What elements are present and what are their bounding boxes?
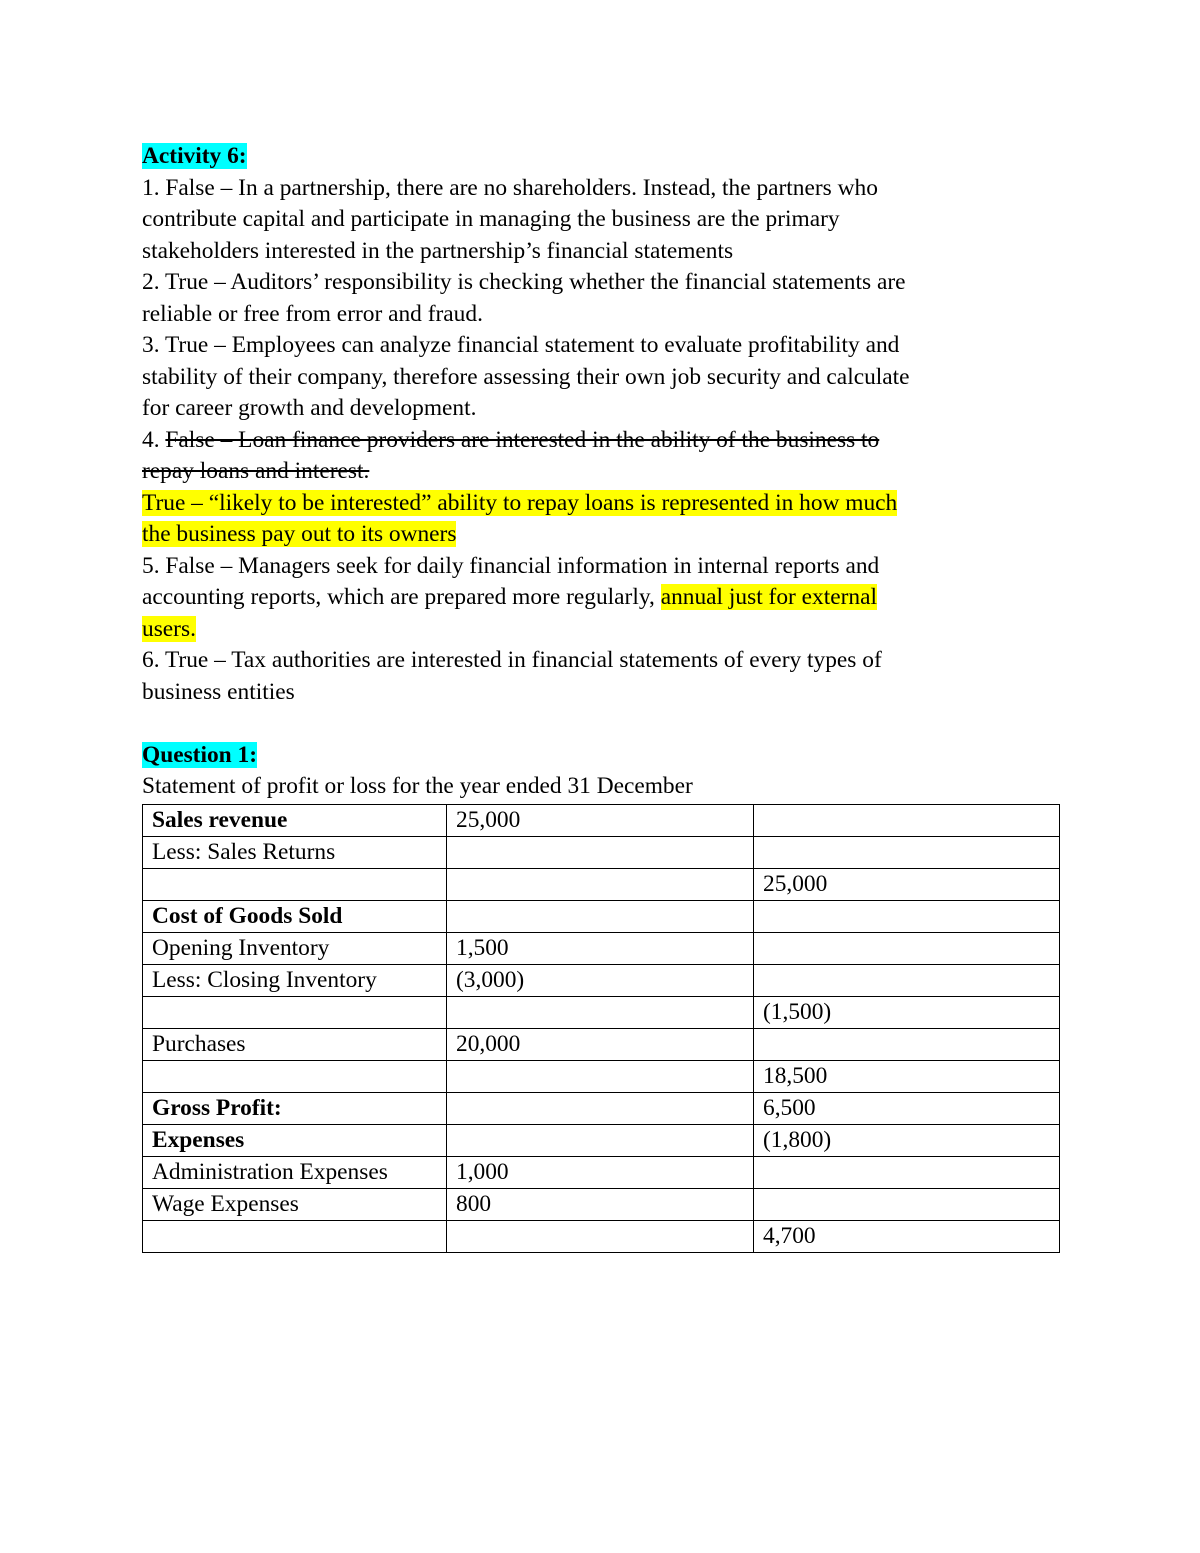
table-cell-label: Opening Inventory: [143, 932, 447, 964]
table-cell-subtotal: [447, 1092, 754, 1124]
table-cell-total: [754, 964, 1060, 996]
struck-answer-text: repay loans and interest.: [142, 458, 370, 484]
activity-item-text: stability of their company, therefore assessing their own job security and calculate: [142, 363, 910, 390]
table-cell-label: Cost of Goods Sold: [143, 900, 447, 932]
table-cell-label: Purchases: [143, 1028, 447, 1060]
table-cell-total: [754, 932, 1060, 964]
table-cell-subtotal: [447, 996, 754, 1028]
table-cell-subtotal: (3,000): [447, 964, 754, 996]
table-row: [143, 900, 1060, 932]
struck-answer-line: [142, 425, 1060, 457]
activity-item-2: [142, 267, 1060, 330]
table-cell-label: Less: Closing Inventory: [143, 964, 447, 996]
activity-item-text: business entities: [142, 678, 295, 705]
table-row: [143, 996, 1060, 1028]
table-row: [143, 932, 1060, 964]
table-cell-total: [754, 1156, 1060, 1188]
document-page: [142, 141, 1060, 1253]
table-cell-label: Wage Expenses: [143, 1188, 447, 1220]
table-row: [143, 1028, 1060, 1060]
table-cell-total: 18,500: [754, 1060, 1060, 1092]
struck-answer-line: [142, 456, 1060, 488]
activity-item-5: [142, 551, 1060, 646]
table-cell-subtotal: 1,000: [447, 1156, 754, 1188]
activity-item-text: 2. True – Auditors’ responsibility is checking whether the financial statements are: [142, 269, 906, 295]
highlighted-note: annual just for external: [660, 584, 877, 610]
table-cell-total: (1,800): [754, 1124, 1060, 1156]
correction-line: [142, 488, 1060, 520]
struck-answer-text: False – Loan finance providers are interested in the ability of the business to: [165, 426, 880, 453]
activity-item-4: [142, 425, 1060, 551]
item-number: 4.: [142, 426, 166, 453]
activity-item-text: 3. True – Employees can analyze financial statement to evaluate profitability and: [142, 332, 900, 358]
activity-item-text: 6. True – Tax authorities are interested in financial statements of every types of: [142, 647, 882, 673]
activity-item-text: stakeholders interested in the partnership’s financial statements: [142, 237, 734, 264]
highlighted-note: users.: [142, 615, 196, 642]
table-cell-total: [754, 804, 1060, 836]
table-cell-label: Gross Profit:: [143, 1092, 447, 1124]
activity-item-mixed-line: [142, 614, 1060, 646]
correction-text: True – “likely to be interested” ability to repay loans is represented in how much: [142, 489, 898, 516]
table-cell-label: Administration Expenses: [143, 1156, 447, 1188]
table-cell-label: [143, 996, 447, 1028]
table-cell-total: [754, 900, 1060, 932]
table-cell-subtotal: [447, 1060, 754, 1092]
activity-item-text: for career growth and development.: [142, 395, 477, 421]
table-row: [143, 1220, 1060, 1252]
activity-heading-line: [142, 141, 1060, 173]
activity-item-mixed-line: [142, 582, 1060, 614]
activity-item-3: [142, 330, 1060, 425]
table-row: [143, 1124, 1060, 1156]
table-row: [143, 804, 1060, 836]
question-heading-line: [142, 740, 1060, 772]
activity-item-text: 1. False – In a partnership, there are no shareholders. Instead, the partners who: [142, 174, 878, 201]
table-row: [143, 1060, 1060, 1092]
table-cell-subtotal: [447, 1220, 754, 1252]
table-cell-subtotal: 800: [447, 1188, 754, 1220]
table-cell-total: 4,700: [754, 1220, 1060, 1252]
activity-item-text: contribute capital and participate in managing the business are the primary: [142, 206, 840, 232]
table-cell-total: [754, 1188, 1060, 1220]
table-cell-subtotal: 25,000: [447, 804, 754, 836]
table-row: [143, 836, 1060, 868]
table-row: [143, 1092, 1060, 1124]
table-cell-total: [754, 1028, 1060, 1060]
table-cell-label: [143, 1220, 447, 1252]
table-cell-label: Less: Sales Returns: [143, 836, 447, 868]
table-cell-label: Sales revenue: [143, 804, 447, 836]
table-row: [143, 868, 1060, 900]
blank-line: [142, 708, 1060, 740]
table-cell-subtotal: 1,500: [447, 932, 754, 964]
activity-heading: Activity 6:: [142, 143, 247, 169]
table-cell-total: [754, 836, 1060, 868]
table-cell-total: (1,500): [754, 996, 1060, 1028]
table-cell-subtotal: [447, 868, 754, 900]
activity-item-6: [142, 645, 1060, 708]
correction-text: the business pay out to its owners: [142, 521, 457, 547]
question-heading: Question 1:: [142, 741, 258, 768]
table-cell-total: 6,500: [754, 1092, 1060, 1124]
table-cell-subtotal: [447, 1124, 754, 1156]
table-cell-subtotal: 20,000: [447, 1028, 754, 1060]
activity-item-text: accounting reports, which are prepared more regularly,: [142, 584, 661, 610]
table-cell-subtotal: [447, 836, 754, 868]
correction-line: [142, 519, 1060, 551]
table-cell-total: 25,000: [754, 868, 1060, 900]
statement-title: Statement of profit or loss for the year ended 31 December: [142, 773, 693, 799]
table-cell-label: [143, 868, 447, 900]
table-row: [143, 964, 1060, 996]
table-row: [143, 1188, 1060, 1220]
table-cell-label: [143, 1060, 447, 1092]
table-cell-subtotal: [447, 900, 754, 932]
profit-loss-table-body: [143, 804, 1060, 1252]
activity-item-1: [142, 173, 1060, 268]
activity-item-text: reliable or free from error and fraud.: [142, 300, 483, 327]
activity-item-text: 5. False – Managers seek for daily financial information in internal reports and: [142, 552, 880, 579]
table-row: [143, 1156, 1060, 1188]
profit-loss-table: [142, 804, 1060, 1253]
table-cell-label: Expenses: [143, 1124, 447, 1156]
